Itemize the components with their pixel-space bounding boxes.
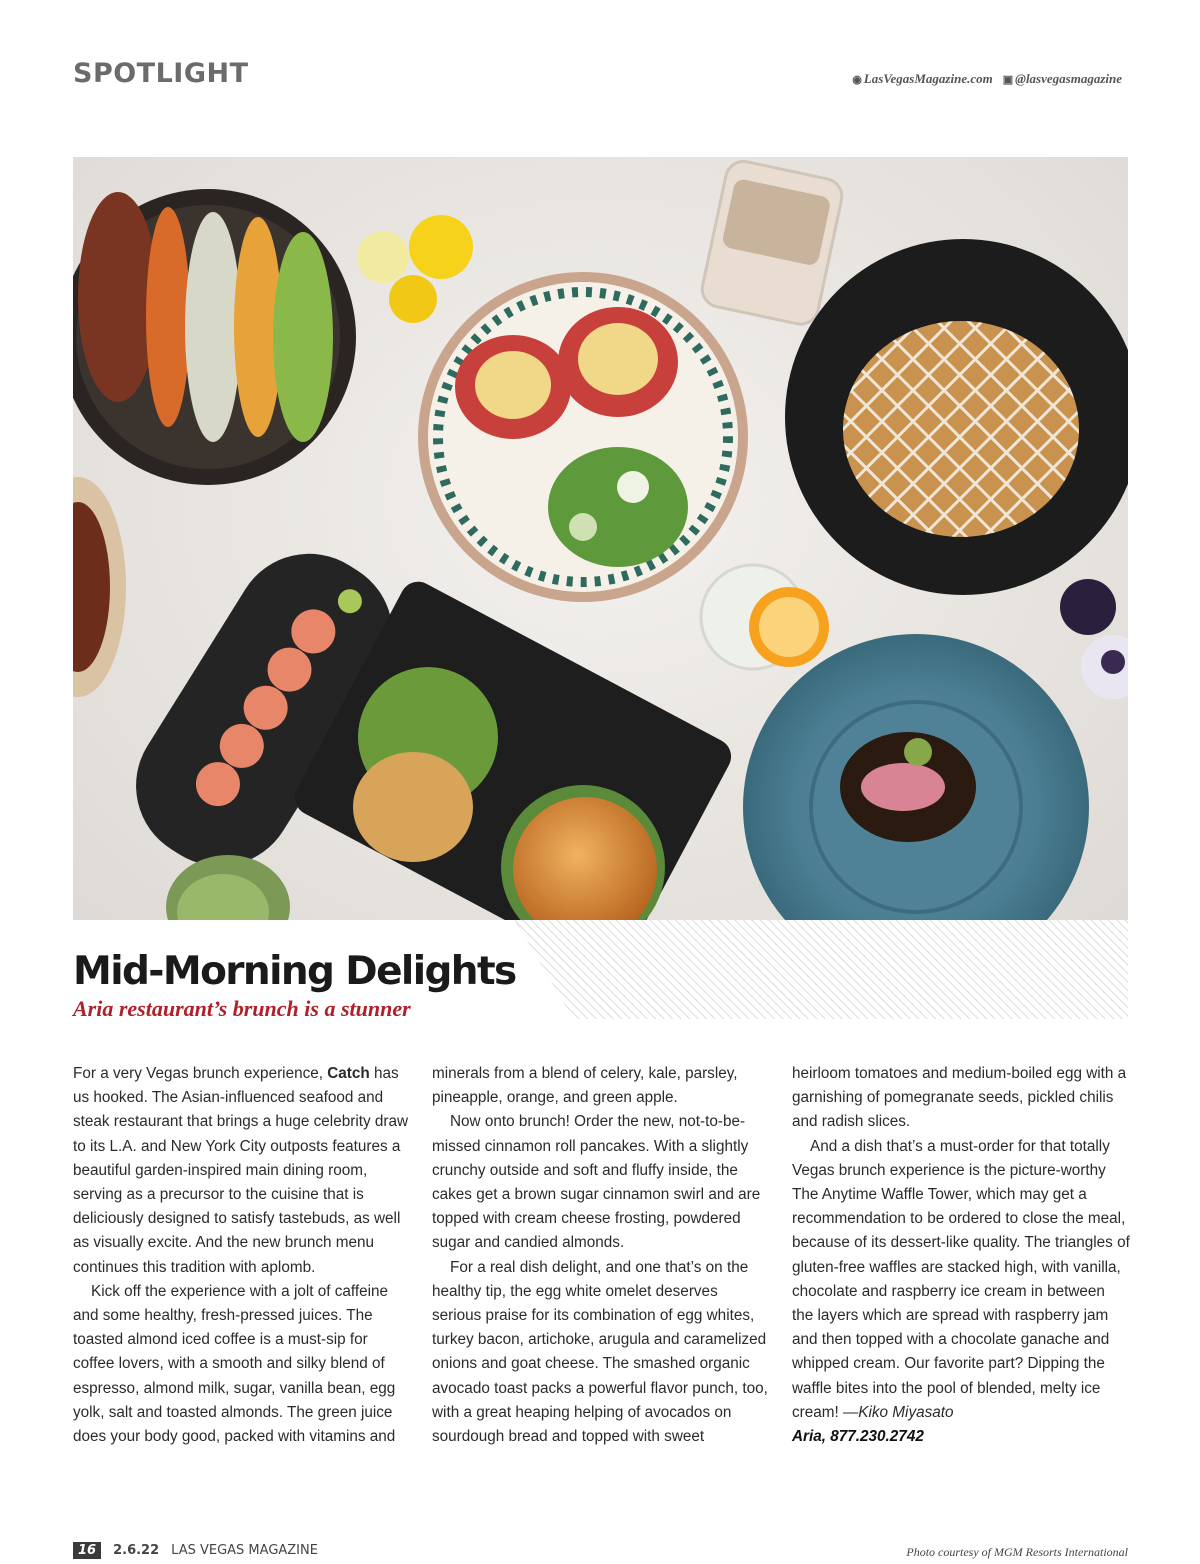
website-text: LasVegasMagazine.com (863, 71, 993, 86)
paragraph (73, 1062, 413, 1280)
venue-contact: Aria, 877.230.2742 (792, 1428, 924, 1446)
section-label: SPOTLIGHT (73, 58, 249, 89)
paragraph: Kick off the experience with a jolt of caffeine and some healthy, fresh-pressed juices. The toasted almond iced coffee is a must-sip for coffee lovers, with a smooth and silky blend of espresso, almond milk, sugar, vanilla bean, egg yolk, salt and toasted almonds. The green juice does your body good, packed with vitamins and (73, 1282, 396, 1446)
grain-bowl (73, 189, 356, 485)
title-block (73, 948, 516, 1022)
author-byline: —Kiko Miyasato (843, 1403, 954, 1421)
page-footer (73, 1542, 318, 1559)
paragraph-text: has us hooked. The Asian-influenced seafood and steak restaurant that brings a huge celebrity draw to its L.A. and New York City outposts features a beautiful garden-inspired main dining room, serving as a precursor to the cuisine that is deliciously designed to satisfy tastebuds, as well as visually excite. And the new brunch menu continues this tradition with aplomb. (73, 1065, 409, 1276)
paragraph (792, 1135, 1130, 1425)
headline: Mid-Morning Delights (73, 949, 516, 994)
article-column-1 (73, 1062, 413, 1449)
social-links (852, 71, 1122, 87)
eggs-benedict-plate (418, 272, 748, 602)
paragraph-text: And a dish that’s a must-order for that totally Vegas brunch experience is the picture-worthy The Anytime Waffle Tower, which may get a recommendation to be ordered to close the meal, because of its dessert-like quality. The triangles of gluten-free waffles are stacked high, with vanilla, chocolate and raspberry ice cream in between the layers which are spread with raspberry jam and then topped with a chocolate ganache and whipped cream. Our favorite part? Dipping the waffle bites into the pool of blended, melty ice cream! (792, 1137, 1130, 1421)
article-column-3 (792, 1062, 1130, 1449)
paragraph: minerals from a blend of celery, kale, parsley, pineapple, orange, and green apple. (432, 1065, 738, 1107)
instagram-handle: @lasvegasmagazine (1015, 71, 1122, 86)
subhead: Aria restaurant’s brunch is a stunner (73, 996, 411, 1021)
paragraph: Now onto brunch! Order the new, not-to-be-missed cinnamon roll pancakes. With a slightly crunchy outside and soft and fluffy inside, the cakes get a brown sugar cinnamon swirl and are topped with cream cheese frosting, powdered sugar and candied almonds. (432, 1113, 761, 1252)
restaurant-name: Catch (327, 1065, 370, 1082)
paragraph-text: For a very Vegas brunch experience, (73, 1065, 328, 1082)
globe-icon: ◉ (852, 74, 862, 86)
photo-credit: Photo courtesy of MGM Resorts International (906, 1545, 1128, 1559)
issue-date: 2.6.22 (113, 1543, 160, 1558)
paragraph: For a real dish delight, and one that’s on the healthy tip, the egg white omelet deserves serious praise for its combination of egg whites, turkey bacon, artichoke, arugula and caramelized onions and goat cheese. The smashed organic avocado toast packs a powerful flavor punch, too, with a great heaping helping of avocados on sourdough bread and topped with sweet (432, 1258, 768, 1446)
page-number: 16 (73, 1542, 101, 1559)
website-link[interactable] (852, 71, 993, 87)
paragraph: heirloom tomatoes and medium-boiled egg with a garnishing of pomegranate seeds, pickled chilis and radish slices. (792, 1065, 1127, 1131)
article-column-2 (432, 1062, 768, 1449)
instagram-icon: ▣ (1002, 74, 1014, 86)
magazine-name: LAS VEGAS MAGAZINE (171, 1543, 318, 1558)
cinnamon-roll-pancakes (785, 239, 1128, 595)
instagram-link[interactable] (1003, 71, 1122, 87)
brunch-photo (73, 157, 1128, 1019)
